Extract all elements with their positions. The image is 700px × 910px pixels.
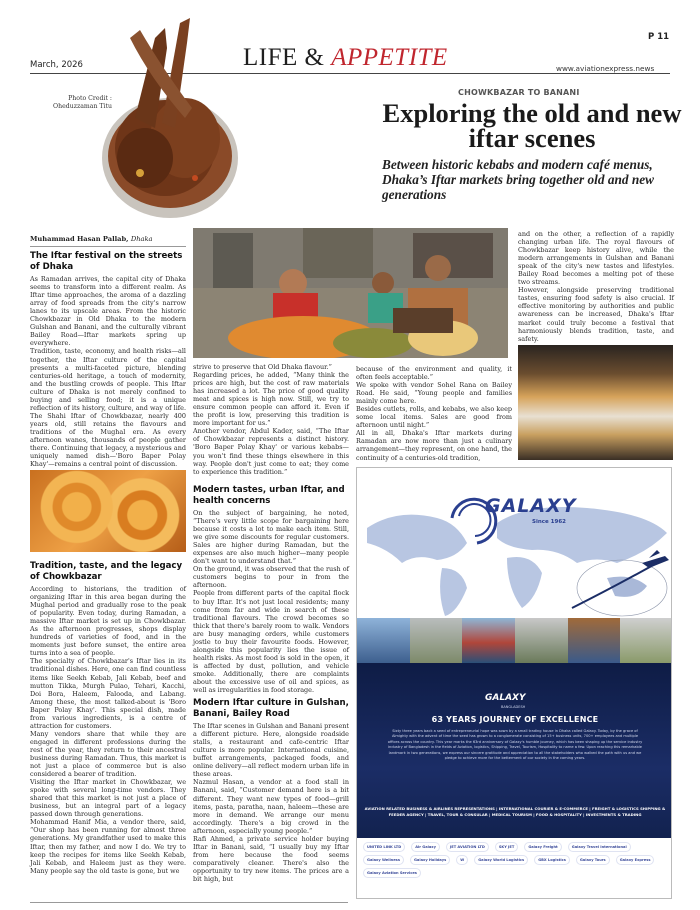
photo-credit-name: Oheduzzaman Titu [53, 103, 112, 110]
section-heading: Modern Iftar culture in Gulshan, Banani, Bailey Road [193, 698, 349, 719]
paragraph: All in all, Dhaka's Iftar markets during Ramadan are now more than just a culinary arrangement—they represent, on one hand, the continuity of a centuries-old tradition, [356, 429, 512, 462]
paragraph: On the ground, it was observed that the rush of customers begins to pour in from the afternoon. [193, 565, 349, 590]
services-photo-strip [357, 618, 672, 663]
dessert-cups-photo [518, 345, 673, 460]
paragraph: Another vendor, Abdul Kader, said, “The Iftar of Chowkbazar represents a distinct history. 'Boro Baper Polay Khay' or various kebabs—you won't find these things elsewhere in this way. People don't just come to eat; they come to experience this tradition.” [193, 427, 349, 476]
section-heading: The Iftar festival on the streets of Dhaka [30, 251, 183, 272]
brand-plain: LIFE & [243, 44, 332, 71]
partner-logo: Galaxy World Logistics [474, 855, 528, 865]
paragraph: The specialty of Chowkbazar's Iftar lies in its traditional dishes. Here, one can find countless items like Seekh Kebab, Jali Kebab, beef and mutton Tikka, Murgh Pulao, Tehari, Kacchi, Doi Bora, Haleem, Falooda, and Labang. Among these, the most talked-about is 'Boro Baper Polay Khay'. This special dish, made from various ingredients, is a centre of attraction for customers. [30, 657, 186, 730]
airport-staff-photo [515, 618, 568, 663]
byline-place: Dhaka [130, 235, 153, 243]
website-link[interactable]: www.aviationexpress.news [556, 64, 655, 73]
paragraph: and on the other, a reflection of a rapidly changing urban life. The royal flavours of Chowkbazar keep history alive, while the modern arrangements in Gulshan and Banani speak of the city's new tastes and lifestyles. Bailey Road becomes a melting pot of these two streams. [518, 230, 674, 287]
paragraph: Besides cutlets, rolls, and kebabs, we also keep some local items. Sales are good from afternoon until night.” [356, 405, 512, 430]
services-list: AVIATION RELATED BUSINESS & AIRLINES REPRESENTATIONS | INTERNATIONAL COURIER & E-COMMERCE | FREIGHT & LOGISTICS SHIPPING & FEEDER AGENCY | TRAVEL, TOUR & CONSULAR | MEDICAL TOURISM | FOOD & HOSPITALITY | INVESTMENTS & TRADING [364, 806, 666, 817]
partner-logos [357, 838, 672, 899]
byline-author: Muhammad Hasan Pallab, [30, 235, 131, 243]
anniversary-band [357, 663, 672, 838]
paragraph: However, alongside preserving traditional tastes, ensuring food safety is also crucial. If effective monitoring by authorities and public awareness can be increased, Dhaka's Iftar market could truly become a festival that harmoniously blends tradition, taste, and safety. [518, 286, 674, 343]
partner-logo: Galaxy Aviation Services [363, 868, 421, 878]
partner-logo: Air Galaxy [411, 842, 440, 852]
paragraph: Rafi Ahmed, a private service holder buying Iftar in Banani, said, “I usually buy my Iftar from here because the food seems comparatively cleaner. There's also the opportunity to try new items. The prices are a bit high, but [193, 834, 349, 883]
warehouse-photo [568, 618, 621, 663]
section-brand [243, 44, 448, 72]
column-4 [518, 230, 674, 343]
paragraph: Nazmul Hasan, a vendor at a food stall in Banani, said, “Customer demand here is a bit different. They want new types of food—grill items, pasta, paratha, naan, haleem—these are more in demand. We arrange our menu accordingly. There's a big crowd in the afternoon, especially young people.” [193, 778, 349, 835]
galaxy-advertisement[interactable] [356, 467, 672, 899]
paragraph: because of the environment and quality, it often feels acceptable.” [356, 365, 512, 382]
paragraph: Mohammad Hanif Mia, a vendor there, said, “Our shop has been running for almost three generations. My grandfather used to make this Iftar, then my father, and now I do. We try to keep the recipes for items like Seekh Kebab, Jali Kebab, and Haleem just as they were. Many people say the old taste is gone, but we [30, 818, 186, 875]
partner-logo: Galaxy Wellness [363, 855, 404, 865]
iftar-market-photo [193, 228, 508, 358]
article-kicker: CHOWKBAZAR TO BANANI [458, 88, 580, 97]
column-1-top [30, 235, 186, 468]
partner-logo: Galaxy Freight [524, 842, 561, 852]
partner-logo: Galaxy Express [616, 855, 655, 865]
article-deck: Between historic kebabs and modern café menus, Dhaka’s Iftar markets bring together old and new generations [382, 157, 655, 202]
column-1-bottom [30, 557, 186, 875]
bottom-rule [30, 902, 348, 903]
paragraph: Many vendors share that while they are engaged in different professions during the rest of the year, they return to their ancestral business during Ramadan. Thus, this market is not just a place of commerce but is also considered a bearer of tradition. [30, 729, 186, 779]
galaxy-since: Since 1962 [532, 519, 566, 525]
partner-logo: Galaxy Holidays [410, 855, 450, 865]
galaxy-logo: GALAXY [485, 495, 577, 517]
column-3 [356, 365, 512, 462]
partner-logo: Galaxy Travel International [568, 842, 631, 852]
partner-logo: GBX Logistics [534, 855, 570, 865]
office-building-photo [357, 618, 410, 663]
paragraph: Regarding prices, he added, “Many think the prices are high, but the cost of raw materials has increased a lot. The price of good quality meat and spices is high now. Still, we try to ensure common people can afford it. Even if the profit is low, preserving this tradition is more important for us.” [193, 371, 349, 428]
column-2-bottom [193, 481, 349, 883]
galaxy-bangladesh-logo: GALAXY [485, 693, 526, 703]
container-ship-photo [462, 618, 515, 663]
paragraph: Tradition, taste, economy, and health risks—all together, the Iftar culture of the capital presents a multi-faceted picture, blending centuries-old heritage, a touch of modernity, and the bustling crowds of people. This Iftar culture of Dhaka is not merely confined to buying and selling food; it is a unique reflection of its history, culture, and way of life. The Shahi Iftar of Chowkbazar, nearly 400 years old, still retains the flavours and traditions of the Mughal era. As every afternoon wanes, thousands of people gather there. Continuing that legacy, a mysterious and uniquely named dish—'Boro Baper Polay Khay'—remains a central point of discussion. [30, 347, 186, 469]
paragraph: As Ramadan arrives, the capital city of Dhaka seems to transform into a different realm. As Iftar time approaches, the aroma of a dazzling array of food spreads from the city's narrow lanes to its upscale areas. From the historic Chowkbazar in Old Dhaka to the modern Gulshan and Banani, and the culturally vibrant Bailey Road—Iftar markets spring up everywhere. [30, 275, 186, 348]
paragraph: strive to preserve that Old Dhaka flavour.” [193, 363, 332, 371]
partner-logo: UNITED LINK LTD [363, 842, 405, 852]
column-2-top [193, 363, 349, 476]
partner-logo: W [456, 855, 468, 865]
galaxy-bangladesh-tagline: BANGLADESH [501, 705, 526, 709]
cargo-loading-photo [620, 618, 672, 663]
paragraph: On the subject of bargaining, he noted, “There's very little scope for bargaining here because it costs a lot to make each item. Still, we give some discounts for regular customers. Sales are higher during Ramadan, but the expenses are also much higher—many people don't want to understand that.” [193, 509, 349, 566]
paragraph: We spoke with vendor Sohel Rana on Bailey Road. He said, “Young people and families mainly come here. [356, 381, 512, 406]
section-heading: Tradition, taste, and the legacy of Chowkbazar [30, 561, 183, 582]
partner-logo: JET AVIATION LTD [446, 842, 489, 852]
partner-logo: Galaxy Tours [576, 855, 610, 865]
partner-logo: SKY JET [495, 842, 518, 852]
article-headline: Exploring the old and new iftar scenes [382, 98, 682, 153]
paragraph: People from different parts of the capital flock to buy Iftar. It's not just local residents; many come from far and wide in search of these traditional flavours. The crowd becomes so thick that there's barely room to walk. Vendors are busy managing orders, while customers jostle to buy their favourite foods. However, alongside this popularity lies the issue of health risks. As most food is sold in the open, it is affected by dust, pollution, and vehicle smoke. Additionally, there are complaints about the excessive use of oil and spices, as well as irregularities in food storage. [193, 589, 349, 695]
world-map-graphic [357, 468, 672, 618]
paragraph: The Iftar scenes in Gulshan and Banani present a different picture. Here, alongside roadside stalls, a restaurant and cafe-centric Iftar culture is more popular. International cuisine, buffet arrangements, packaged foods, and online delivery—all reflect modern urban life in these areas. [193, 722, 349, 779]
brand-accent: APPETITE [331, 44, 448, 71]
photo-credit-label: Photo Credit : [68, 95, 112, 102]
anniversary-title: 63 YEARS JOURNEY OF EXCELLENCE [431, 715, 599, 724]
jilapi-sweets-photo [30, 470, 186, 552]
anniversary-message: Sixty three years back a seed of entrepreneurial hope was sown by a small trading house in Dhaka called Galaxy. Today, by the grace of Almighty with the advent of time the seed has grown to a conglomerate consisting of 15+ business units, 700+ employees and multiple offices across the country. This year marks the 63rd anniversary of Galaxy's humble journey, which has been shaping up the service industry industry of Bangladesh in the fields of Aviation, logistics, Shipping, Travel, Tourism, Hospitality to name a few. Upon reaching this remarkable landmark in two generations, we express our sincere gratitude and appreciation to all the stakeholders who walked the path with us and we pledge to achieve more for the betterment of our society in the coming years. [387, 729, 643, 761]
section-heading: Modern tastes, urban Iftar, and health concerns [193, 485, 345, 506]
photo-credit [40, 95, 112, 111]
paragraph: According to historians, the tradition of organizing Iftar in this area began during the Mughal period and gradually rose to the peak of popularity. Even today, during Ramadan, a massive Iftar market is set up in Chowkbazar. As the afternoon progresses, shops display hundreds of varieties of food, and in the moments just before sunset, the entire area turns into a sea of people. [30, 585, 186, 658]
hero-kebab-photo [100, 8, 240, 228]
paragraph: Visiting the Iftar market in Chowkbazar, we spoke with several long-time vendors. They shared that this market is not just a place of business, but an integral part of a legacy passed down through generations. [30, 778, 186, 819]
issue-date: March, 2026 [30, 60, 83, 70]
byline [30, 235, 186, 247]
ground-staff-photo [410, 618, 463, 663]
page-number: P 11 [648, 32, 670, 42]
